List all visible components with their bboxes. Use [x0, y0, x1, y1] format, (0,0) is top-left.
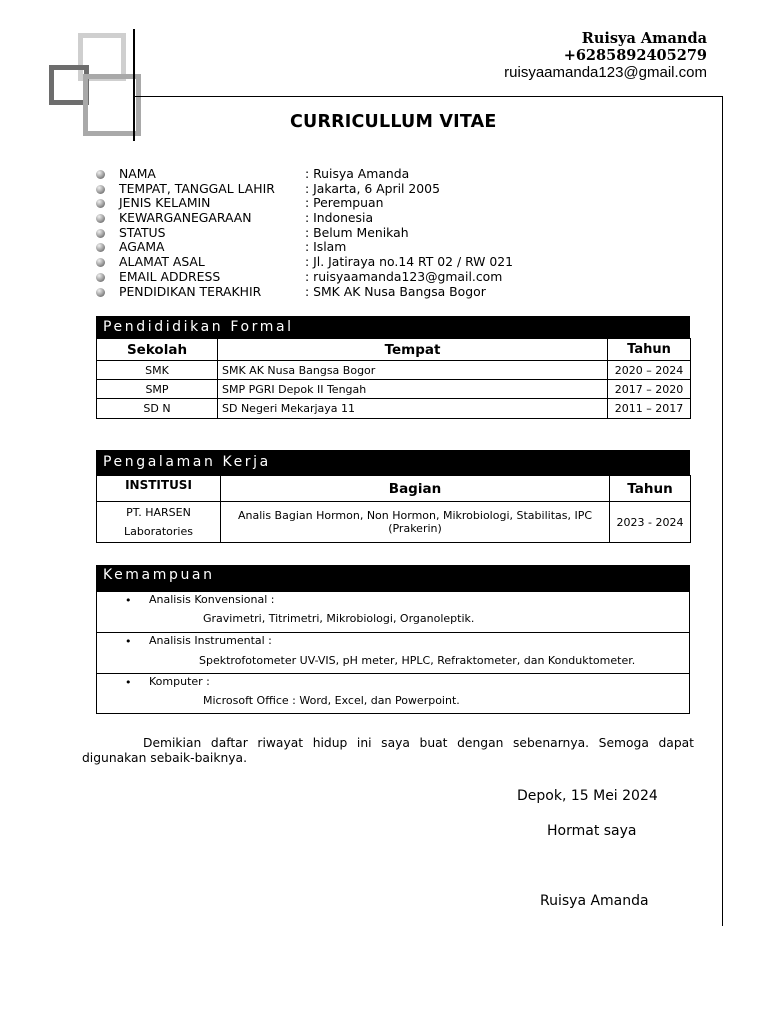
frame-top-line	[134, 96, 723, 97]
info-value: : Belum Menikah	[305, 224, 409, 240]
contact-name: Ruisya Amanda	[581, 30, 707, 47]
frame-right-line	[722, 96, 723, 926]
skills-heading: Kemampuan	[96, 565, 690, 592]
info-value: : ruisyaamanda123@gmail.com	[305, 268, 503, 284]
education-header-row	[97, 339, 691, 361]
department-line: (Prakerin)	[388, 522, 442, 535]
column-header: Tahun	[608, 339, 691, 361]
table-cell: SMK	[97, 361, 218, 380]
bullet-icon	[96, 229, 105, 238]
bullet-icon	[96, 170, 105, 179]
bullet-icon	[96, 185, 105, 194]
info-value: : Islam	[305, 239, 347, 255]
experience-section	[96, 450, 690, 543]
page-title: CURRICULLUM VITAE	[290, 112, 497, 132]
education-section	[96, 316, 690, 419]
bullet-icon: •	[125, 676, 132, 689]
info-label: EMAIL ADDRESS	[119, 268, 221, 284]
skills-list	[96, 592, 690, 714]
signature-name: Ruisya Amanda	[540, 893, 649, 909]
bullet-icon: •	[125, 594, 132, 607]
bullet-icon	[96, 288, 105, 297]
table-cell: SMK AK Nusa Bangsa Bogor	[218, 361, 608, 380]
info-label: KEWARGANEGARAAN	[119, 210, 252, 226]
info-label: AGAMA	[119, 239, 165, 255]
regards: Hormat saya	[547, 823, 637, 839]
list-item	[97, 673, 689, 713]
bullet-icon	[96, 214, 105, 223]
skill-detail: Microsoft Office : Word, Excel, dan Powerpoint.	[203, 694, 460, 707]
table-cell: SD N	[97, 399, 218, 419]
info-label: NAMA	[119, 166, 156, 181]
skills-section	[96, 565, 690, 714]
skill-title: Komputer :	[149, 675, 210, 688]
table-row	[97, 380, 691, 399]
department-line: Analis Bagian Hormon, Non Hormon, Mikrobiologi, Stabilitas, IPC	[237, 509, 593, 522]
list-item	[97, 632, 689, 673]
table-cell: 2023 - 2024	[610, 502, 691, 543]
info-value: : Jakarta, 6 April 2005	[305, 180, 440, 196]
table-cell: SMP PGRI Depok II Tengah	[218, 380, 608, 399]
table-row	[97, 361, 691, 380]
place-date: Depok, 15 Mei 2024	[517, 788, 658, 804]
table-row	[97, 502, 691, 543]
table-cell	[221, 502, 610, 543]
table-cell: 2011 – 2017	[608, 399, 691, 419]
decorative-vertical-line	[133, 29, 135, 141]
table-cell: SMP	[97, 380, 218, 399]
info-label: PENDIDIKAN TERAKHIR	[119, 283, 262, 299]
experience-heading: Pengalaman Kerja	[96, 450, 690, 475]
info-value: : Indonesia	[305, 210, 374, 226]
skill-title: Analisis Konvensional :	[149, 593, 275, 606]
contact-email: ruisyaamanda123@gmail.com	[504, 64, 707, 81]
table-cell	[97, 502, 221, 543]
info-value: : Jl. Jatiraya no.14 RT 02 / RW 021	[305, 254, 514, 270]
info-label: STATUS	[119, 224, 166, 240]
skill-detail: Spektrofotometer UV-VIS, pH meter, HPLC, Refraktometer, dan Konduktometer.	[199, 654, 636, 667]
closing-statement: Demikian daftar riwayat hidup ini saya buat dengan sebenarnya. Semoga dapat digunakan sebaik-baiknya.	[82, 736, 694, 765]
bullet-icon	[96, 199, 105, 208]
institution-line: Laboratories	[124, 525, 193, 538]
info-value: : Perempuan	[305, 195, 384, 211]
info-label: JENIS KELAMIN	[119, 195, 211, 211]
info-value: : Ruisya Amanda	[305, 166, 410, 181]
list-item	[97, 592, 689, 632]
institution-line: PT. HARSEN	[126, 506, 191, 519]
column-header: Bagian	[221, 476, 610, 502]
bullet-icon	[96, 243, 105, 252]
skill-detail: Gravimetri, Titrimetri, Mikrobiologi, Organoleptik.	[203, 612, 475, 625]
column-header: INSTITUSI	[97, 476, 221, 502]
info-label: ALAMAT ASAL	[119, 254, 205, 270]
table-row	[97, 399, 691, 419]
bullet-icon	[96, 273, 105, 282]
column-header: Sekolah	[97, 339, 218, 361]
education-table	[96, 338, 691, 419]
column-header: Tempat	[218, 339, 608, 361]
info-value: : SMK AK Nusa Bangsa Bogor	[305, 283, 486, 299]
info-label: TEMPAT, TANGGAL LAHIR	[119, 180, 275, 196]
bullet-icon	[96, 258, 105, 267]
contact-phone: +6285892405279	[563, 47, 707, 64]
experience-header-row	[97, 476, 691, 502]
table-cell: 2017 – 2020	[608, 380, 691, 399]
table-cell: SD Negeri Mekarjaya 11	[218, 399, 608, 419]
bullet-icon: •	[125, 635, 132, 648]
education-heading: Pendididikan Formal	[96, 316, 690, 338]
skill-title: Analisis Instrumental :	[149, 634, 272, 647]
table-cell: 2020 – 2024	[608, 361, 691, 380]
column-header: Tahun	[610, 476, 691, 502]
experience-table	[96, 475, 691, 543]
